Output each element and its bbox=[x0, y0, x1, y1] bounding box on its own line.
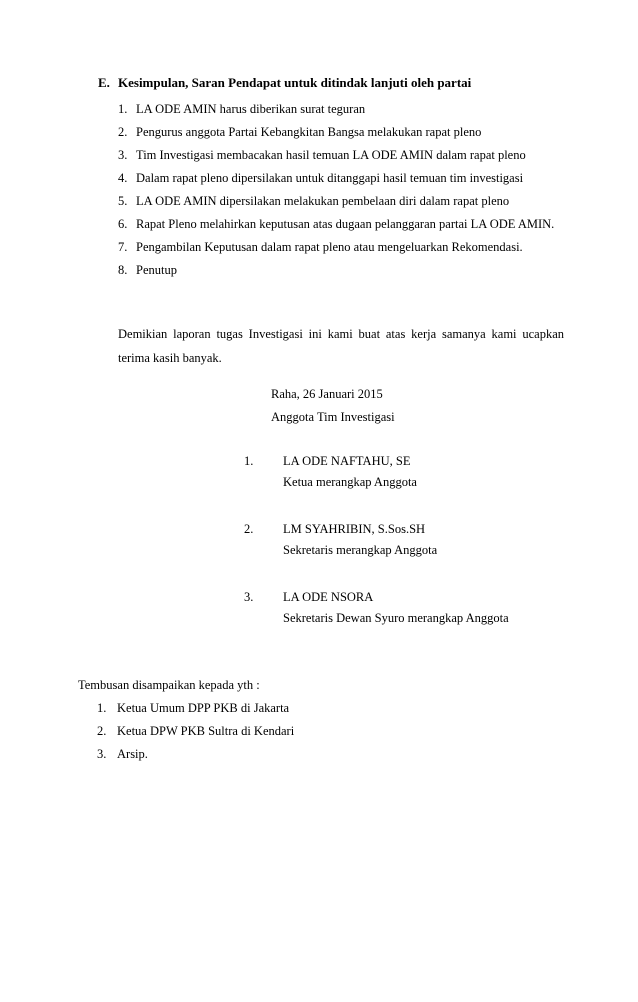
list-item-number: 7. bbox=[118, 240, 128, 254]
signatory-number: 3. bbox=[244, 590, 254, 604]
signatory-role: Sekretaris merangkap Anggota bbox=[283, 543, 438, 557]
list-item bbox=[97, 743, 294, 766]
list-item-text: LA ODE AMIN harus diberikan surat teguran bbox=[136, 102, 366, 116]
list-item-text: Penutup bbox=[136, 263, 177, 277]
list-item-number: 1. bbox=[97, 701, 107, 715]
place-date: Raha, 26 Januari 2015 bbox=[271, 387, 383, 401]
closing-paragraph: Demikian laporan tugas Investigasi ini kami buat atas kerja samanya kami ucapkan terima kasih banyak. bbox=[118, 327, 564, 365]
list-item bbox=[118, 259, 564, 282]
list-item-text: Arsip. bbox=[117, 747, 148, 761]
list-item-text: Pengambilan Keputusan dalam rapat pleno atau mengeluarkan Rekomendasi. bbox=[136, 240, 523, 254]
signatory bbox=[244, 451, 574, 519]
list-item-number: 2. bbox=[97, 724, 107, 738]
list-item-number: 2. bbox=[118, 125, 128, 139]
section-letter: E. bbox=[98, 75, 110, 90]
list-item-text: LA ODE AMIN dipersilakan melakukan pembelaan diri dalam rapat pleno bbox=[136, 194, 510, 208]
team-label: Anggota Tim Investigasi bbox=[271, 410, 395, 424]
list-item-number: 1. bbox=[118, 102, 128, 116]
list-item-number: 4. bbox=[118, 171, 128, 185]
list-item bbox=[118, 190, 564, 213]
list-item-text: Ketua Umum DPP PKB di Jakarta bbox=[117, 701, 290, 715]
list-item bbox=[118, 167, 564, 190]
signatory-role: Ketua merangkap Anggota bbox=[283, 475, 417, 489]
list-item bbox=[118, 144, 564, 167]
signatory bbox=[244, 519, 574, 587]
section-title: Kesimpulan, Saran Pendapat untuk ditindak lanjuti oleh partai bbox=[118, 75, 472, 90]
list-item bbox=[118, 121, 564, 144]
list-item-text: Pengurus anggota Partai Kebangkitan Bangsa melakukan rapat pleno bbox=[136, 125, 482, 139]
signatory-list bbox=[244, 451, 574, 655]
list-item-number: 5. bbox=[118, 194, 128, 208]
list-item bbox=[118, 213, 564, 236]
conclusion-list bbox=[118, 98, 564, 282]
signatory-name: LA ODE NAFTAHU, SE bbox=[283, 454, 411, 468]
list-item-text: Ketua DPW PKB Sultra di Kendari bbox=[117, 724, 295, 738]
list-item bbox=[118, 98, 564, 121]
list-item-text: Rapat Pleno melahirkan keputusan atas dugaan pelanggaran partai LA ODE AMIN. bbox=[136, 217, 555, 231]
signatory-name: LA ODE NSORA bbox=[283, 590, 374, 604]
list-item bbox=[118, 236, 564, 259]
signature-header bbox=[271, 383, 395, 429]
list-item-text: Tim Investigasi membacakan hasil temuan LA ODE AMIN dalam rapat pleno bbox=[136, 148, 526, 162]
list-item bbox=[97, 720, 294, 743]
list-item bbox=[97, 697, 294, 720]
list-item-number: 8. bbox=[118, 263, 128, 277]
signatory bbox=[244, 587, 574, 655]
copies-title: Tembusan disampaikan kepada yth : bbox=[78, 678, 260, 692]
signatory-name: LM SYAHRIBIN, S.Sos.SH bbox=[283, 522, 426, 536]
signatory-number: 2. bbox=[244, 522, 254, 536]
list-item-number: 3. bbox=[118, 148, 128, 162]
signatory-number: 1. bbox=[244, 454, 254, 468]
signatory-role: Sekretaris Dewan Syuro merangkap Anggota bbox=[283, 611, 509, 625]
section-heading bbox=[98, 75, 471, 91]
list-item-number: 6. bbox=[118, 217, 128, 231]
copies-list bbox=[97, 697, 294, 766]
list-item-number: 3. bbox=[97, 747, 107, 761]
list-item-text: Dalam rapat pleno dipersilakan untuk ditanggapi hasil temuan tim investigasi bbox=[136, 171, 524, 185]
